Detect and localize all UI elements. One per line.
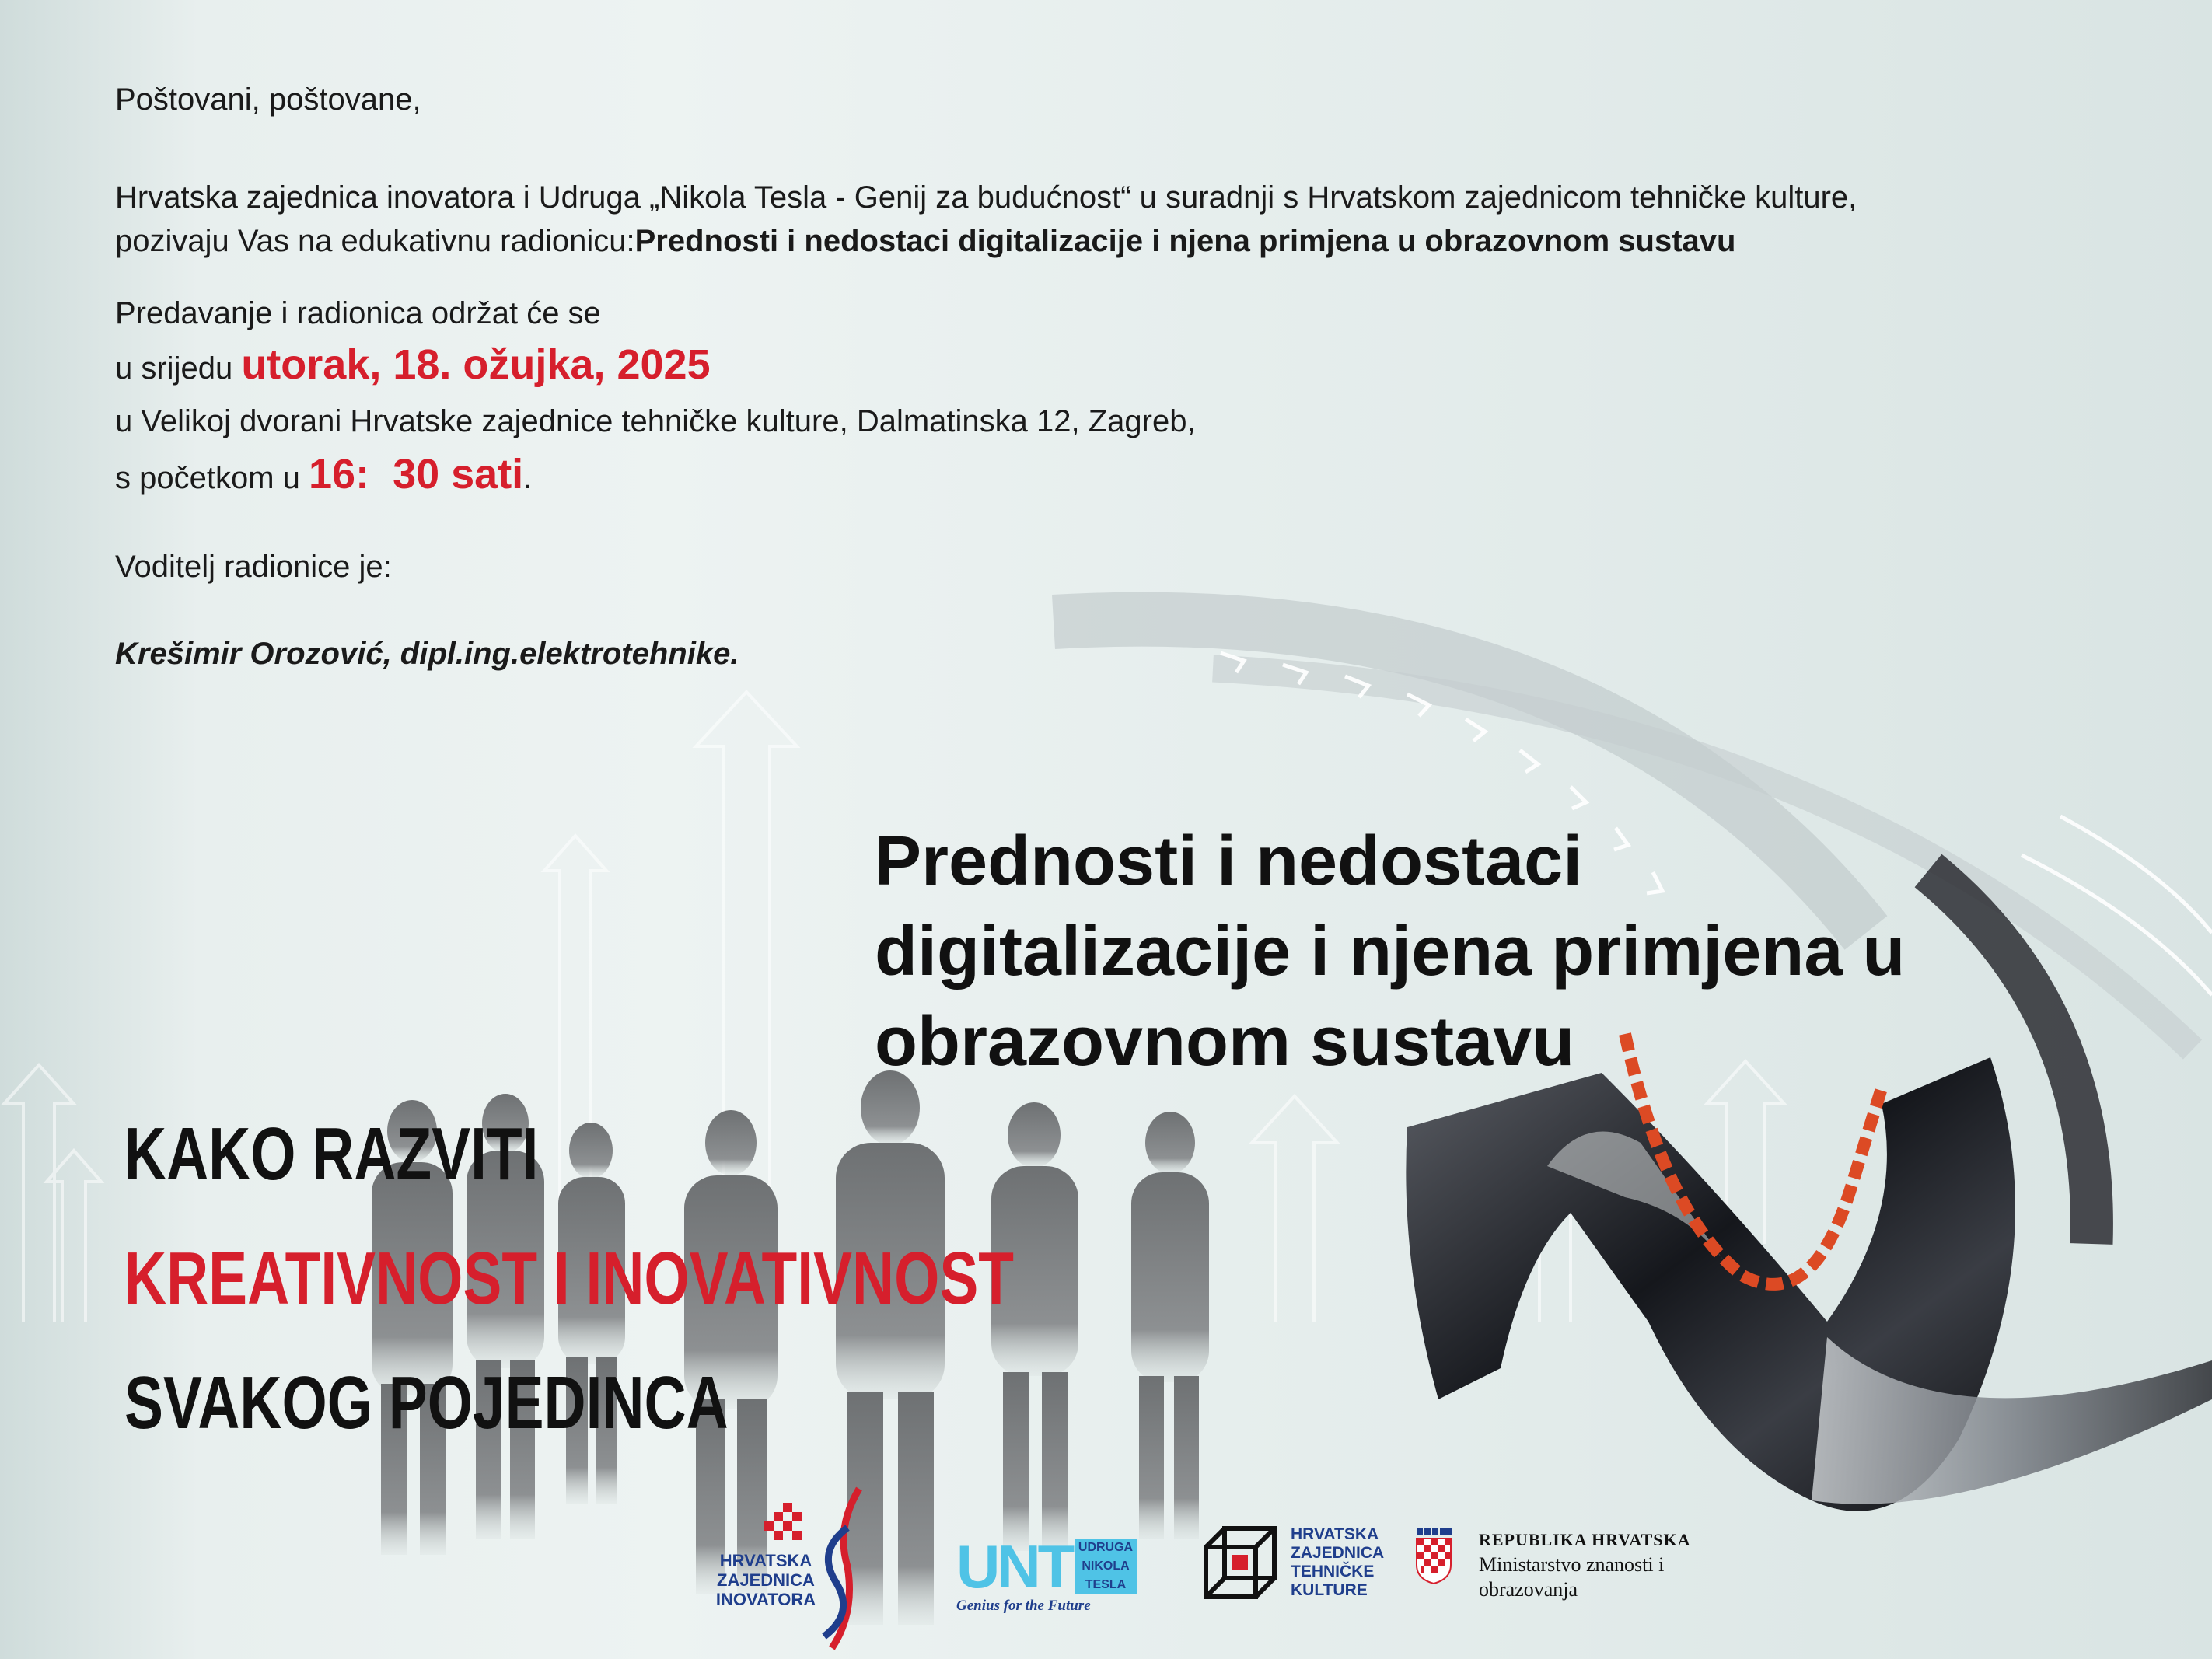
leader-name: Krešimir Orozović, dipl.ing.elektrotehnike.	[115, 637, 739, 671]
unt-box3: TESLA	[1085, 1578, 1127, 1591]
intro-text: pozivaju Vas na edukativnu radionicu:	[115, 224, 635, 258]
hztk-logo	[1201, 1524, 1385, 1609]
hzi-line3: INOVATORA	[715, 1590, 816, 1609]
ministry-line2: Ministarstvo znanosti i	[1479, 1553, 1665, 1576]
workshop-title-line2: digitalizacije i njena primjena u	[875, 913, 1906, 990]
unt-box	[1075, 1539, 1137, 1594]
workshop-title-line1: Prednosti i nedostaci	[875, 823, 1583, 900]
intro-line1: Hrvatska zajednica inovatora i Udruga „Nikola Tesla - Genij za budućnost“ u suradnji s Hrvatskom zajednicom tehničke kulture,	[115, 180, 1857, 215]
time-line	[115, 446, 2059, 506]
event-time: 16: 30 sati	[309, 451, 524, 498]
held-intro: Predavanje i radionica održat će se	[115, 296, 601, 330]
day-prefix: u srijedu	[115, 351, 242, 386]
leader-label: Voditelj radionice je:	[115, 550, 392, 584]
unt-mark: UNT	[956, 1532, 1072, 1601]
headline-line3: SVAKOG POJEDINCA	[124, 1361, 729, 1444]
croatian-coat-of-arms-icon	[1415, 1528, 1452, 1584]
hztk-line2: ZAJEDNICA	[1291, 1544, 1385, 1562]
workshop-title-line3: obrazovnom sustavu	[875, 1003, 1575, 1081]
intro-line2	[115, 219, 2059, 263]
invitation-letter	[115, 78, 2059, 676]
hzi-line2: ZAJEDNICA	[717, 1570, 815, 1590]
hztk-line3: TEHNIČKE	[1291, 1563, 1375, 1580]
workshop-title	[875, 816, 2150, 1087]
hztk-line4: KULTURE	[1291, 1581, 1368, 1599]
time-prefix: s početkom u	[115, 461, 309, 495]
date-line	[115, 337, 2059, 396]
hzi-logo	[700, 1481, 879, 1652]
headline-line2: KREATIVNOST I INOVATIVNOST	[124, 1237, 1015, 1320]
location-line: u Velikoj dvorani Hrvatske zajednice tehničke kulture, Dalmatinska 12, Zagreb,	[115, 404, 1196, 438]
unt-logo	[956, 1532, 1151, 1614]
headline	[124, 1092, 1014, 1465]
unt-tagline: Genius for the Future	[956, 1598, 1091, 1614]
unt-box2: NIKOLA	[1082, 1559, 1130, 1573]
greeting: Poštovani, poštovane,	[115, 82, 421, 117]
ministry-line3: obrazovanja	[1479, 1578, 1578, 1601]
event-date: utorak, 18. ožujka, 2025	[241, 341, 711, 388]
hzi-line1: HRVATSKA	[719, 1551, 812, 1570]
workshop-title-inline: Prednosti i nedostaci digitalizacije i njena primjena u obrazovnom sustavu	[634, 224, 1736, 258]
headline-line1: KAKO RAZVITI	[124, 1112, 539, 1196]
hztk-line1: HRVATSKA	[1291, 1525, 1379, 1543]
time-suffix: .	[523, 461, 533, 495]
ministry-logo	[1415, 1528, 1726, 1605]
unt-box1: UDRUGA	[1078, 1541, 1134, 1554]
hztk-cube-icon	[1201, 1524, 1279, 1601]
ministry-line1: REPUBLIKA HRVATSKA	[1479, 1530, 1691, 1549]
